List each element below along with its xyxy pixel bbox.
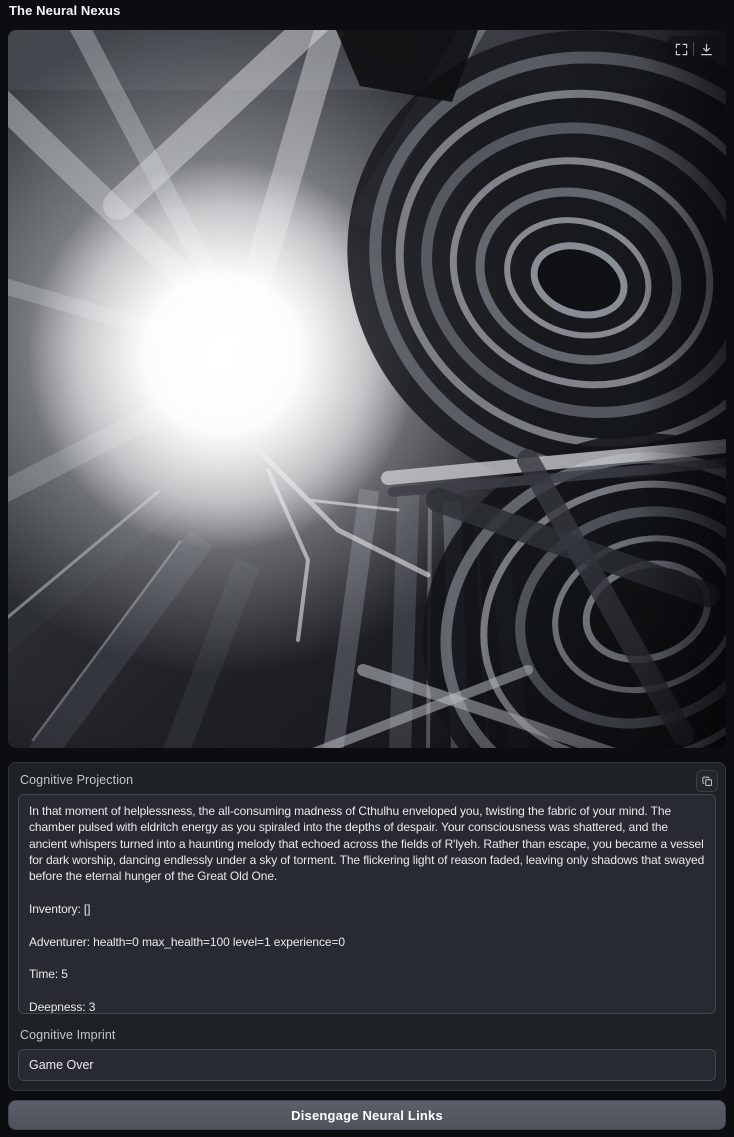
projection-textarea[interactable]: [18, 794, 716, 1014]
image-toolbar: [667, 36, 720, 62]
copy-icon: [701, 775, 714, 788]
imprint-input[interactable]: [18, 1049, 716, 1081]
scene-artwork: [8, 30, 726, 748]
download-icon: [699, 42, 714, 57]
fullscreen-icon: [674, 42, 689, 57]
download-button[interactable]: [694, 38, 718, 60]
output-panel: [8, 762, 726, 1091]
copy-button[interactable]: [696, 770, 718, 792]
page-title: The Neural Nexus: [9, 3, 121, 18]
imprint-label: Cognitive Imprint: [20, 1028, 116, 1042]
generated-image-viewer: [8, 30, 726, 748]
disengage-button[interactable]: Disengage Neural Links: [8, 1100, 726, 1130]
projection-label: Cognitive Projection: [20, 773, 134, 787]
fullscreen-button[interactable]: [669, 38, 693, 60]
